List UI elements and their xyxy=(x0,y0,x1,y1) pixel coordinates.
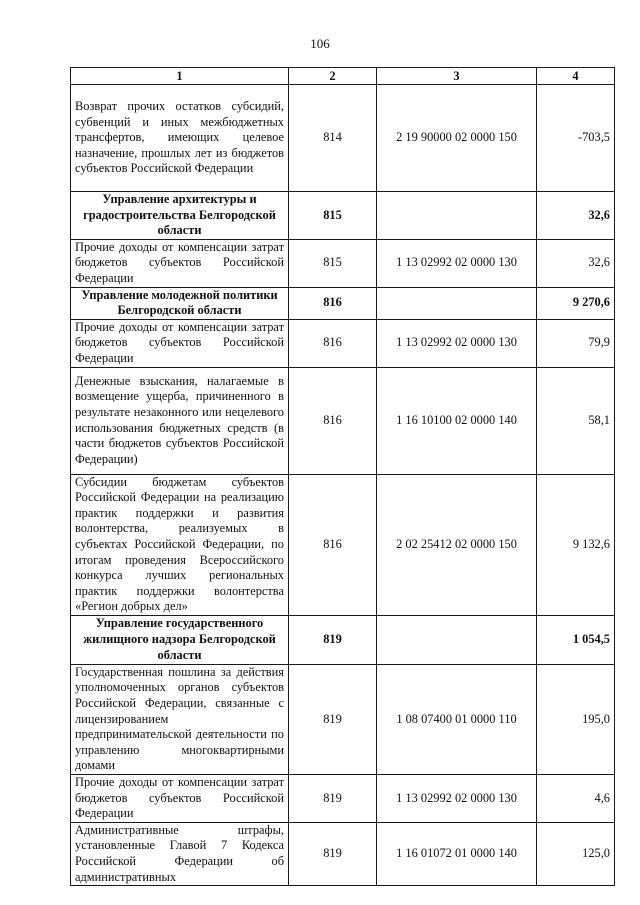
amount: 195,0 xyxy=(537,664,615,774)
budget-classification-code: 1 13 02992 02 0000 130 xyxy=(377,319,537,367)
table-header-row xyxy=(71,68,615,85)
amount: 32,6 xyxy=(537,192,615,240)
amount: -703,5 xyxy=(537,85,615,192)
admin-code: 816 xyxy=(289,367,377,474)
budget-classification-code xyxy=(377,287,537,319)
admin-code: 816 xyxy=(289,474,377,615)
admin-code: 819 xyxy=(289,822,377,885)
section-name: Управление молодежной политики Белгородской области xyxy=(71,287,289,319)
table-row xyxy=(71,822,615,885)
table-row xyxy=(71,474,615,615)
revenue-name: Возврат прочих остатков субсидий, субвенций и иных межбюджетных трансфертов, имеющих целевое назначение, прошлых лет из бюджетов субъектов Российской Федерации xyxy=(71,85,289,192)
table-row xyxy=(71,367,615,474)
admin-code: 819 xyxy=(289,775,377,823)
admin-code: 819 xyxy=(289,664,377,774)
column-header-1: 1 xyxy=(71,68,289,85)
admin-code: 814 xyxy=(289,85,377,192)
admin-code: 816 xyxy=(289,287,377,319)
revenue-name: Прочие доходы от компенсации затрат бюджетов субъектов Российской Федерации xyxy=(71,319,289,367)
admin-code: 815 xyxy=(289,239,377,287)
column-header-4: 4 xyxy=(537,68,615,85)
amount: 125,0 xyxy=(537,822,615,885)
section-row xyxy=(71,287,615,319)
revenue-name: Административные штрафы, установленные Главой 7 Кодекса Российской Федерации об административных xyxy=(71,822,289,885)
admin-code: 816 xyxy=(289,319,377,367)
section-row xyxy=(71,615,615,664)
amount: 79,9 xyxy=(537,319,615,367)
amount: 4,6 xyxy=(537,775,615,823)
table-row xyxy=(71,664,615,774)
budget-classification-code xyxy=(377,615,537,664)
budget-classification-code: 2 19 90000 02 0000 150 xyxy=(377,85,537,192)
amount: 9 132,6 xyxy=(537,474,615,615)
column-header-3: 3 xyxy=(377,68,537,85)
budget-classification-code: 2 02 25412 02 0000 150 xyxy=(377,474,537,615)
admin-code: 819 xyxy=(289,615,377,664)
amount: 58,1 xyxy=(537,367,615,474)
amount: 32,6 xyxy=(537,239,615,287)
revenue-name: Прочие доходы от компенсации затрат бюджетов субъектов Российской Федерации xyxy=(71,775,289,823)
amount: 1 054,5 xyxy=(537,615,615,664)
table-row xyxy=(71,319,615,367)
table-row xyxy=(71,85,615,192)
admin-code: 815 xyxy=(289,192,377,240)
table-row xyxy=(71,239,615,287)
budget-classification-code: 1 13 02992 02 0000 130 xyxy=(377,775,537,823)
revenue-name: Государственная пошлина за действия уполномоченных органов субъектов Российской Федерации, связанные с лицензированием предпринимательской деятельности по управлению многоквартирными домами xyxy=(71,664,289,774)
table-row xyxy=(71,775,615,823)
budget-classification-code: 1 13 02992 02 0000 130 xyxy=(377,239,537,287)
budget-classification-code: 1 16 01072 01 0000 140 xyxy=(377,822,537,885)
section-row xyxy=(71,192,615,240)
budget-classification-code: 1 08 07400 01 0000 110 xyxy=(377,664,537,774)
revenue-name: Денежные взыскания, налагаемые в возмещение ущерба, причиненного в результате незаконного или нецелевого использования бюджетных средств (в части бюджетов субъектов Российской Федерации) xyxy=(71,367,289,474)
column-header-2: 2 xyxy=(289,68,377,85)
budget-revenue-table xyxy=(70,67,615,886)
section-name: Управление архитектуры и градостроительства Белгородской области xyxy=(71,192,289,240)
revenue-name: Прочие доходы от компенсации затрат бюджетов субъектов Российской Федерации xyxy=(71,239,289,287)
revenue-name: Субсидии бюджетам субъектов Российской Федерации на реализацию практик поддержки и развития волонтерства, реализуемых в субъектах Российской Федерации, по итогам проведения Всероссийского конкурса лучших региональных практик поддержки волонтерства «Регион добрых дел» xyxy=(71,474,289,615)
page-number: 106 xyxy=(310,36,330,51)
budget-classification-code xyxy=(377,192,537,240)
amount: 9 270,6 xyxy=(537,287,615,319)
section-name: Управление государственного жилищного надзора Белгородской области xyxy=(71,615,289,664)
budget-classification-code: 1 16 10100 02 0000 140 xyxy=(377,367,537,474)
